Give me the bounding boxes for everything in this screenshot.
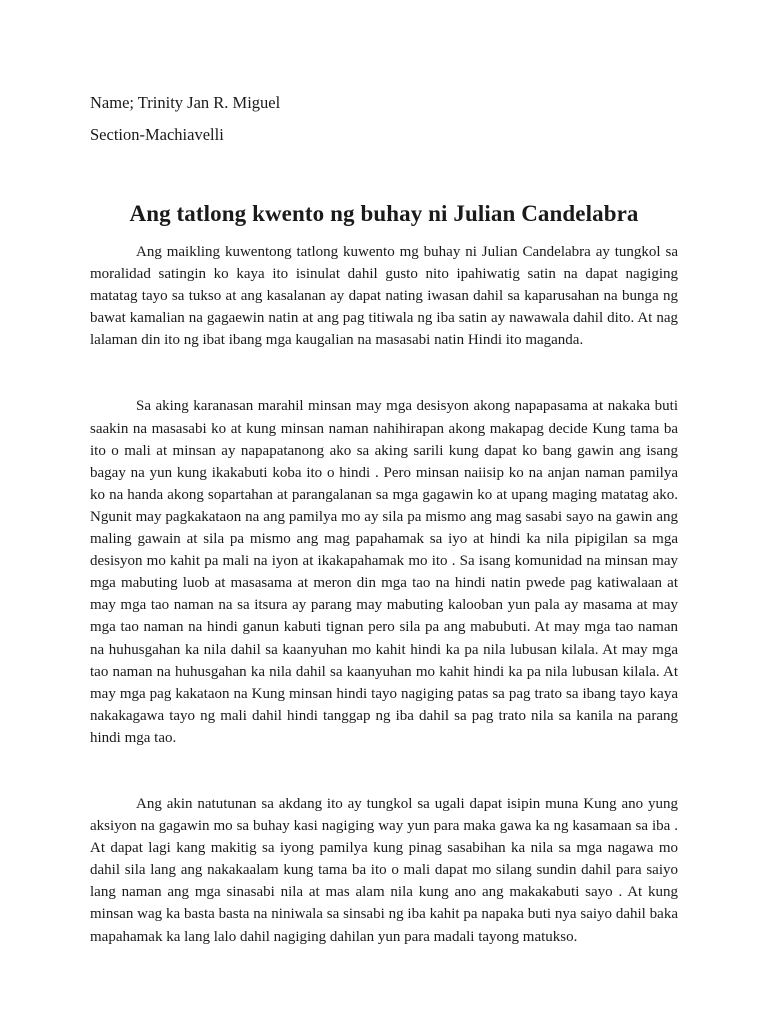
paragraph-summary: Ang maikling kuwentong tatlong kuwento mg buhay ni Julian Candelabra ay tungkol sa moralidad satingin ko kaya ito isinulat dahil gusto nito ipahiwatig satin na dapat nagiging matatag tayo sa tukso at ang kasalanan ay dapat nating iwasan dahil sa kaparusahan na bunga ng bawat kamalian na gagaewin natin at ang pag titiwala ng iba satin ay nawawala dahil dito. At nag lalaman din ito ng ibat ibang mga kaugalian na masasabi natin Hindi ito maganda. xyxy=(90,244,678,349)
paragraph-experience: Sa aking karanasan marahil minsan may mga desisyon akong napapasama at nakaka buti saakin na masasabi ko at kung minsan naman nahihirapan akong makapag decide Kung tama ba ito o mali at minsan ay napapatanong ako sa aking sarili kung dapat ko bang gawin ang isang bagay na yun kung ikakabuti koba ito o hindi . Pero minsan naiisip ko na anjan naman pamilya ko na handa akong sopartahan at parangalanan sa mga gagawin ko at upang maging matatag ako. Ngunit may pagkakataon na ang pamilya mo ay sila pa mismo ang mag sasabi sayo na gawin ang maling gawain at sila pa mismo ang mag papahamak sa iyo at hindi ka nila pipigilan sa mga desisyon mo kahit pa mali na iyon at ikakapahamak mo ito . Sa isang komunidad na minsan may mga mabuting luob at masasama at meron din mga tao na hindi natin pwede pag katiwalaan at may mga tao naman na sa itsura ay parang may mabuting kalooban yun pala ay masama at may mga tao naman na hindi ganun kabuti tignan pero sila pa ang mabubuti. At may mga tao naman na huhusgahan ka nila dahil sa kaanyuhan mo kahit hindi ka pa nila lubusan kilala. At may mga tao naman na huhusgahan ka nila dahil sa kaanyuhan mo kahit hindi ka pa nila lubusan kilala. At may mga pag kakataon na Kung minsan hindi tayo nagiging patas sa pag trato sa ibang tayo kaya nakakagawa tayo ng mali dahil hindi tanggap ng iba dahil sa pag trato nila sa kanila na parang hindi mga tao. xyxy=(90,398,678,746)
paragraph-lesson: Ang akin natutunan sa akdang ito ay tungkol sa ugali dapat isipin muna Kung ano yung aksiyon na gagawin mo sa buhay kasi nagiging way yun para maka gawa ka ng kasamaan sa iba . At dapat lagi kang makitig sa iyong pamilya kung pinag sasabihan ka nila sa mga nagawa mo dahil sila lang ang nakakaalam kung tama ba ito o mali dapat mo silang sundin dahil para saiyo lang naman ang mga sinasabi nila at mas alam nila kung ano ang makakabuti sayo . At kung minsan wag ka basta basta na niniwala sa sinsabi ng iba kahit pa napaka buti nya saiyo dahil baka mapahamak ka lang lalo dahil nagiging dahilan yun para madali tayong matukso. xyxy=(90,795,678,945)
document-title: Ang tatlong kwento ng buhay ni Julian Candelabra xyxy=(129,201,639,226)
student-name-line: Name; Trinity Jan R. Miguel xyxy=(90,93,281,112)
document-page xyxy=(90,92,678,948)
section-line: Section-Machiavelli xyxy=(90,125,224,144)
